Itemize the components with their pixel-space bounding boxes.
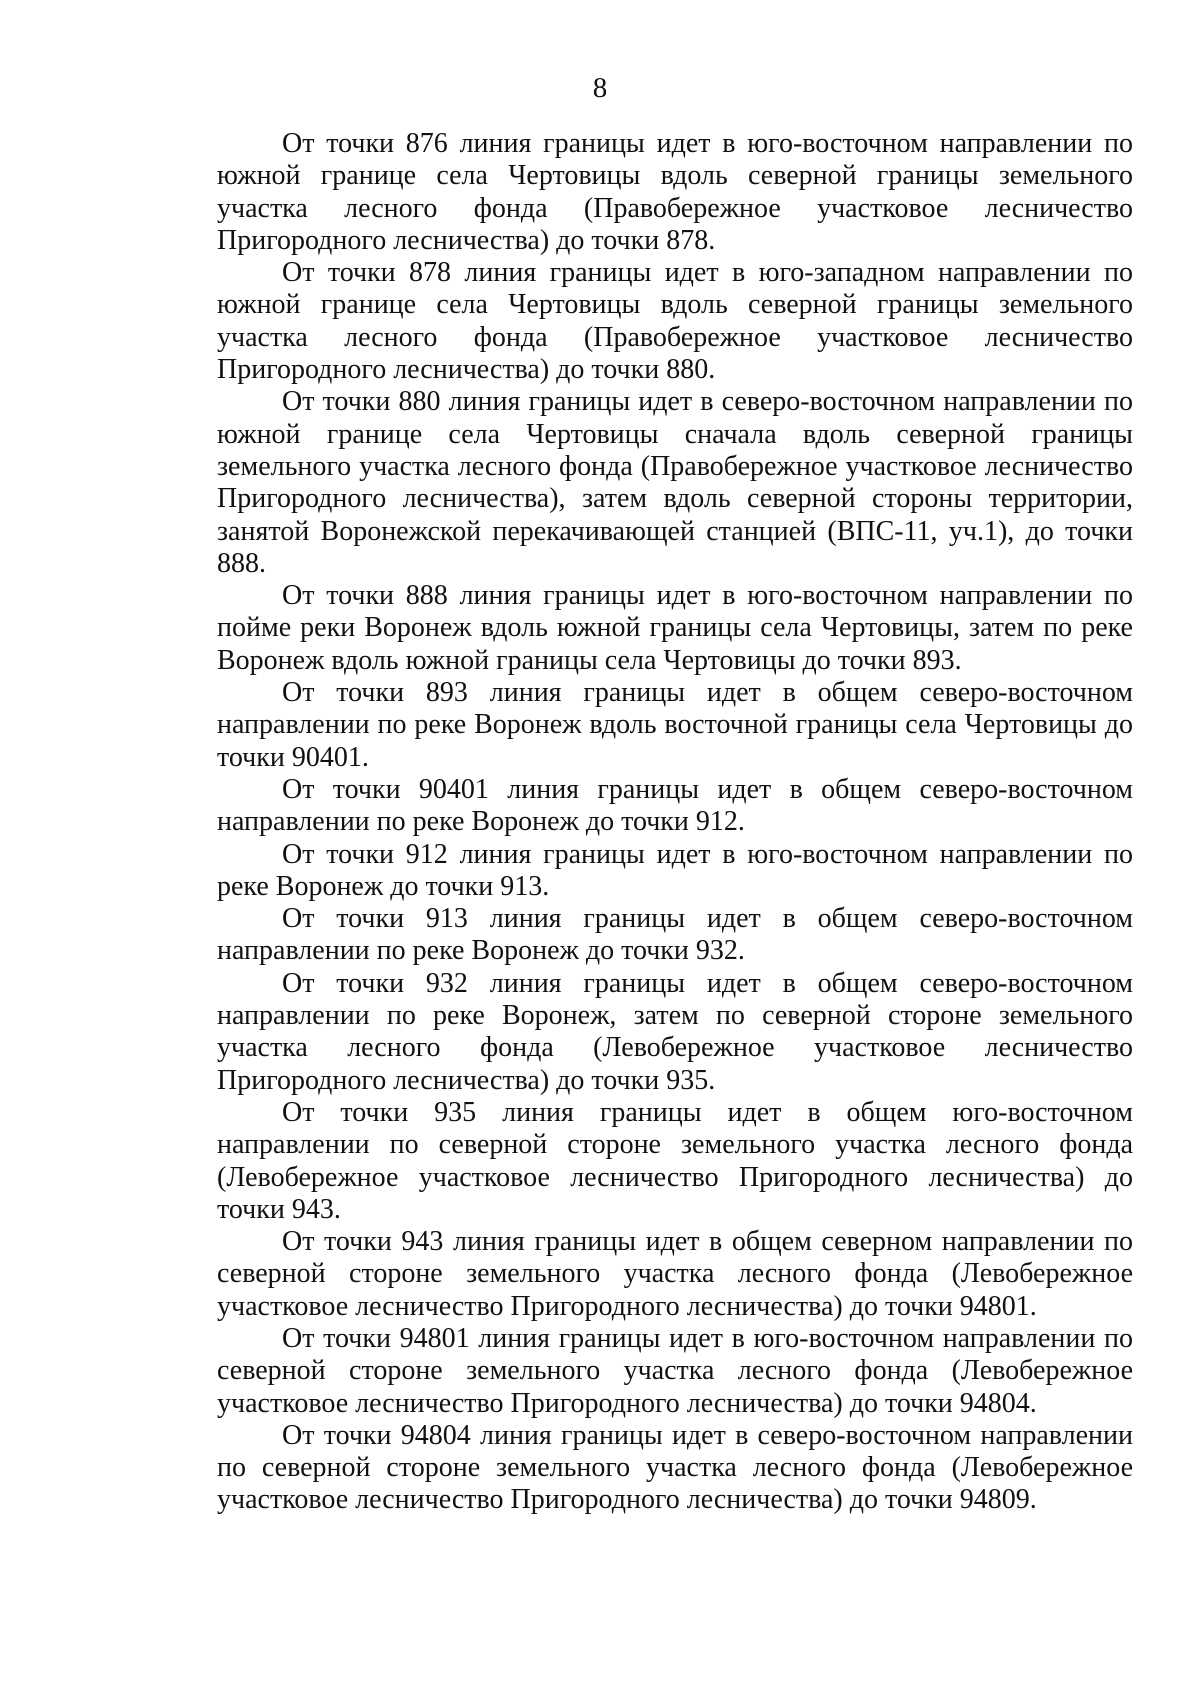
page-number: 8 bbox=[592, 72, 608, 104]
paragraph: От точки 876 линия границы идет в юго-восточном направлении по южной границе села Чертовицы вдоль северной границы земельного участка лесного фонда (Правобережное участковое лесничество Пригородного лесничества) до точки 878. bbox=[217, 128, 1133, 256]
paragraph: От точки 913 линия границы идет в общем северо-восточном направлении по реке Воронеж до точки 932. bbox=[217, 903, 1133, 967]
paragraph: От точки 880 линия границы идет в северо-восточном направлении по южной границе села Чертовицы сначала вдоль северной границы земельного участка лесного фонда (Правобережное участковое лесничество Пригородного лесничества), затем вдоль северной стороны территории, занятой Воронежской перекачивающей станцией (ВПС-11, уч.1), до точки 888. bbox=[217, 386, 1133, 579]
paragraph: От точки 935 линия границы идет в общем юго-восточном направлении по северной стороне земельного участка лесного фонда (Левобережное участковое лесничество Пригородного лесничества) до точки 943. bbox=[217, 1096, 1133, 1225]
paragraph: От точки 94801 линия границы идет в юго-восточном направлении по северной стороне земельного участка лесного фонда (Левобережное участковое лесничество Пригородного лесничества) до точки 94804. bbox=[217, 1322, 1133, 1419]
paragraph: От точки 94804 линия границы идет в северо-восточном направлении по северной стороне земельного участка лесного фонда (Левобережное участковое лесничество Пригородного лесничества) до точки 94809. bbox=[217, 1419, 1133, 1516]
document-body bbox=[217, 128, 1133, 1517]
paragraph: От точки 912 линия границы идет в юго-восточном направлении по реке Воронеж до точки 913. bbox=[217, 838, 1133, 902]
paragraph: От точки 932 линия границы идет в общем северо-восточном направлении по реке Воронеж, затем по северной стороне земельного участка лесного фонда (Левобережное участковое лесничество Пригородного лесничества) до точки 935. bbox=[217, 967, 1133, 1096]
paragraph: От точки 888 линия границы идет в юго-восточном направлении по пойме реки Воронеж вдоль южной границы села Чертовицы, затем по реке Воронеж вдоль южной границы села Чертовицы до точки 893. bbox=[217, 580, 1133, 676]
paragraph: От точки 90401 линия границы идет в общем северо-восточном направлении по реке Воронеж до точки 912. bbox=[217, 773, 1133, 838]
paragraph: От точки 893 линия границы идет в общем северо-восточном направлении по реке Воронеж вдоль восточной границы села Чертовицы до точки 90401. bbox=[217, 677, 1133, 773]
paragraph: От точки 943 линия границы идет в общем северном направлении по северной стороне земельного участка лесного фонда (Левобережное участковое лесничество Пригородного лесничества) до точки 94801. bbox=[217, 1226, 1133, 1322]
paragraph: От точки 878 линия границы идет в юго-западном направлении по южной границе села Чертовицы вдоль северной границы земельного участка лесного фонда (Правобережное участковое лесничество Пригородного лесничества) до точки 880. bbox=[217, 257, 1133, 386]
